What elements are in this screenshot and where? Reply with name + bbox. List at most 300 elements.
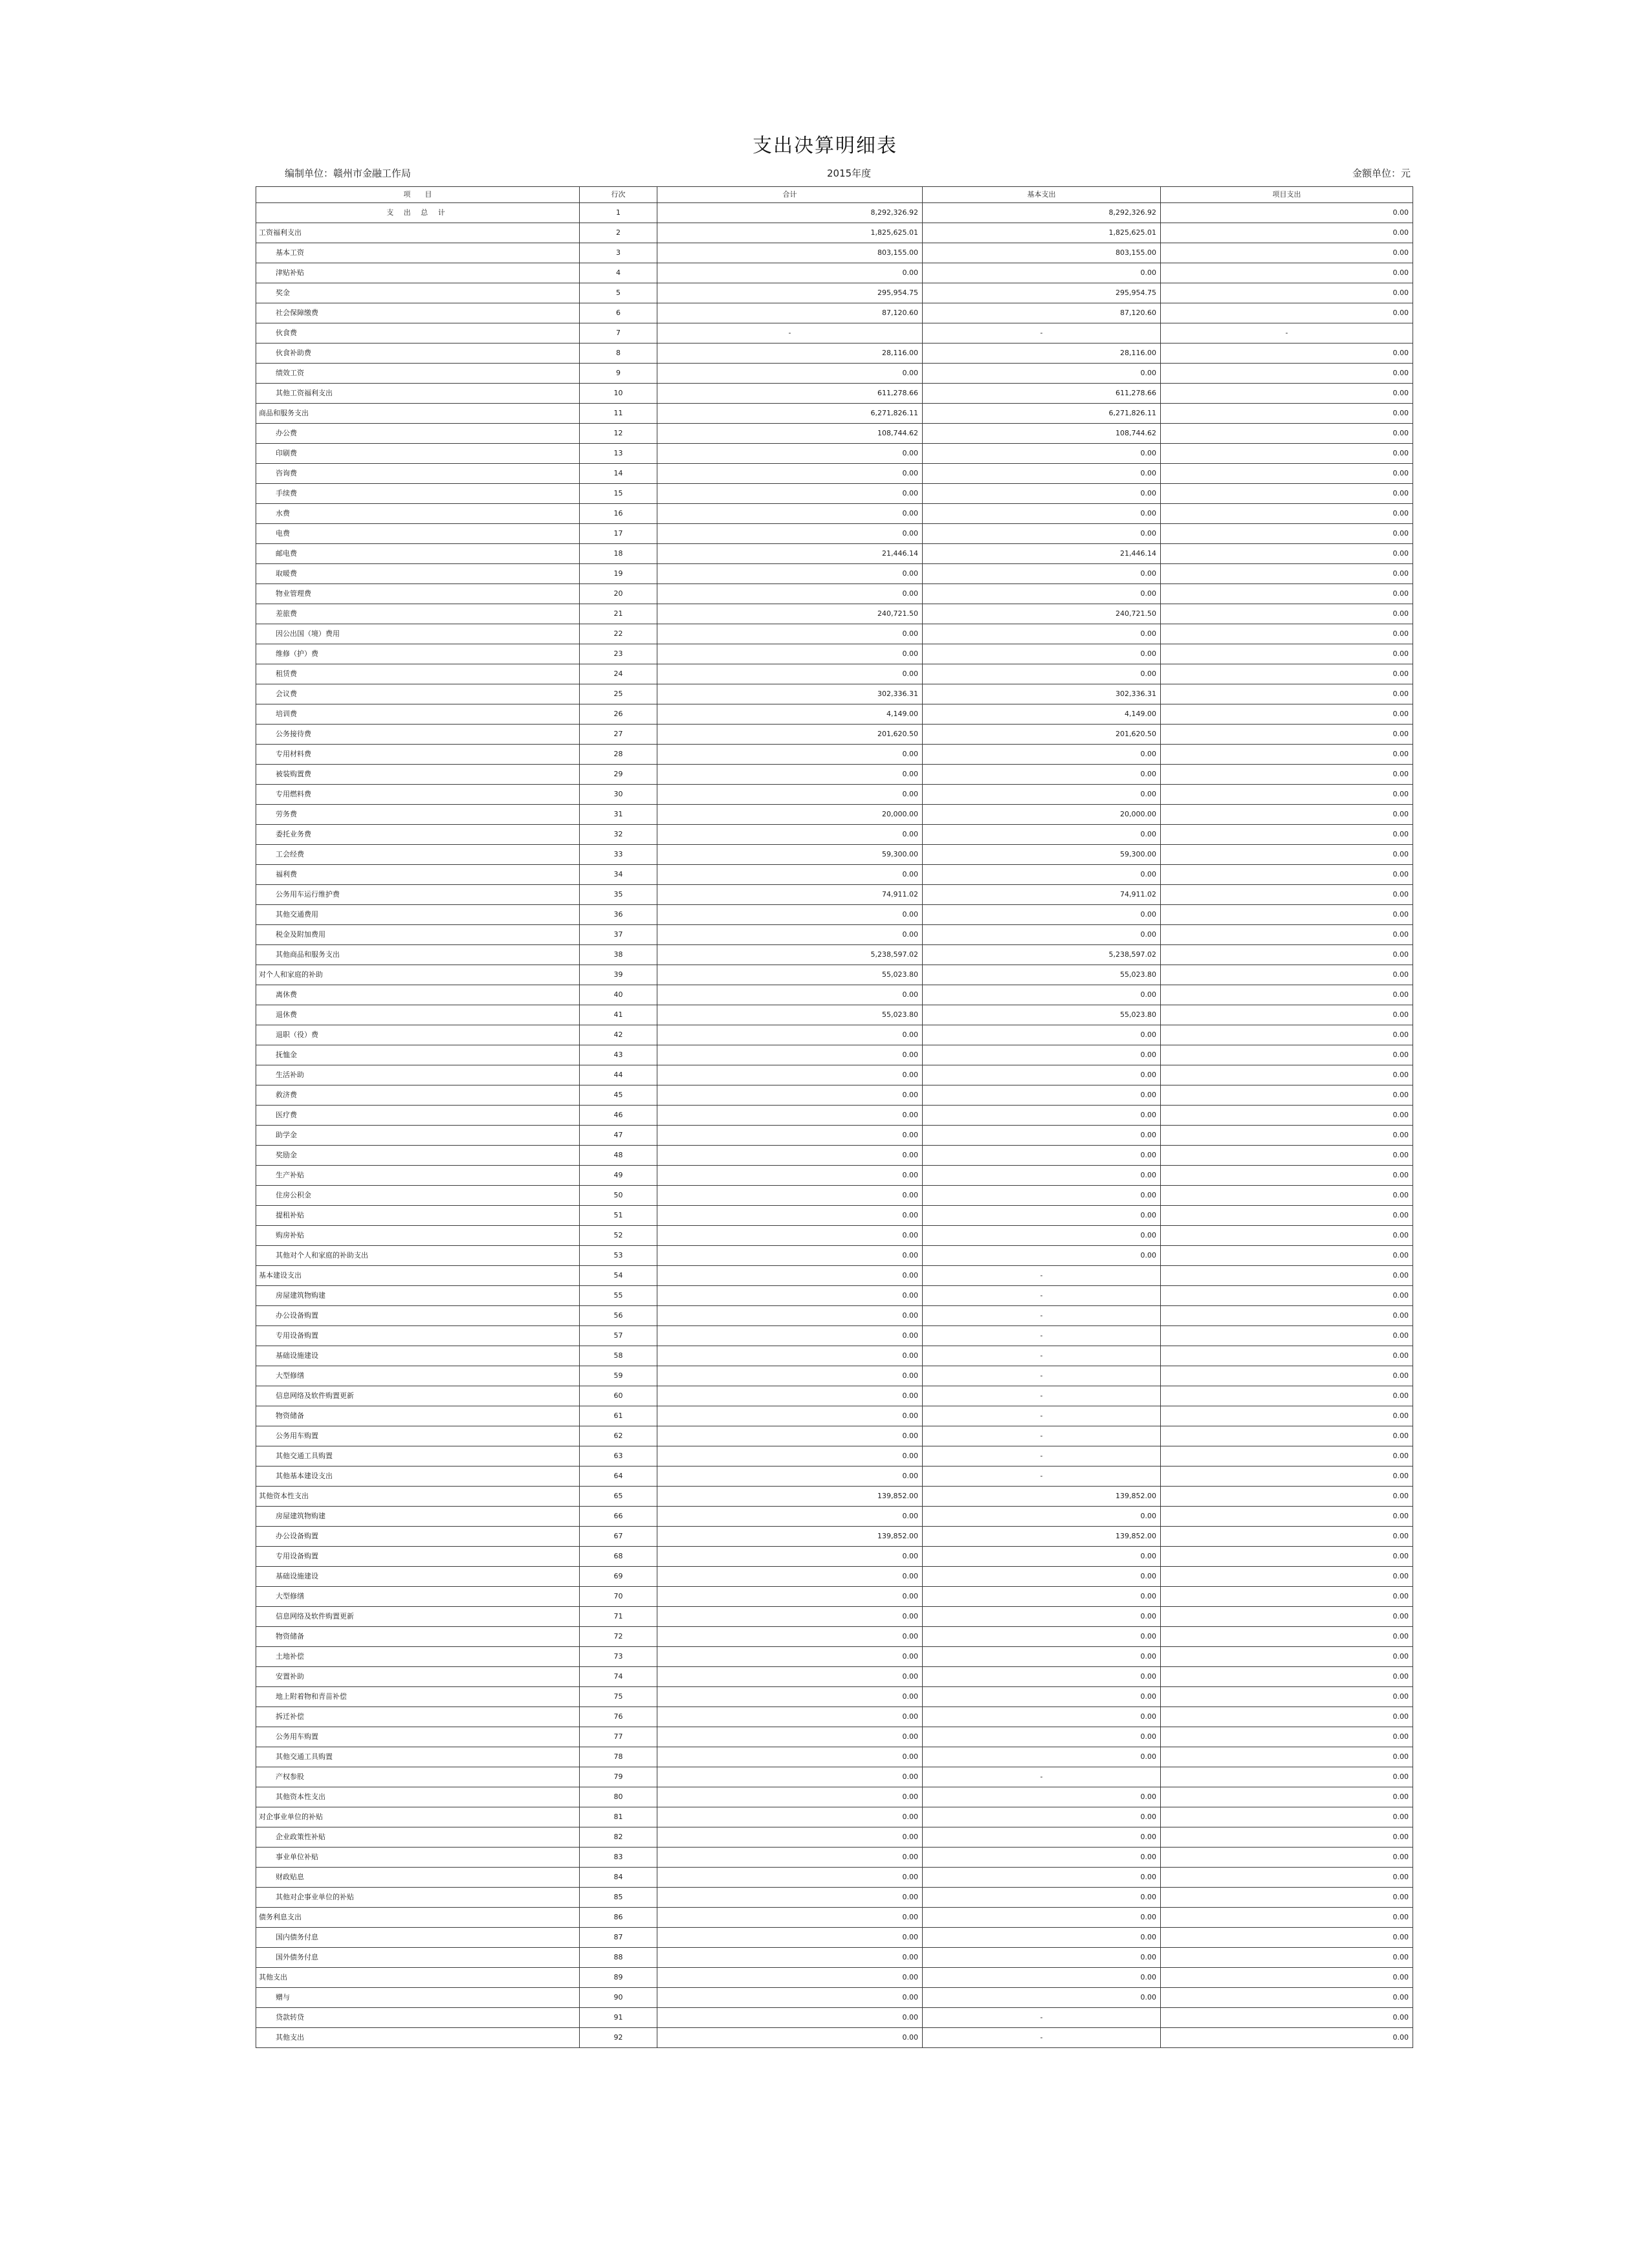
row-line-number: 73: [580, 1647, 657, 1667]
row-total-amount: 0.00: [657, 925, 923, 945]
row-basic-amount: 0.00: [923, 1106, 1161, 1126]
row-basic-amount: 0.00: [923, 1707, 1161, 1727]
table-row: [256, 263, 1413, 283]
row-total-amount: 0.00: [657, 1647, 923, 1667]
row-project-amount: 0.00: [1161, 1487, 1413, 1507]
row-basic-amount: 0.00: [923, 1507, 1161, 1527]
row-basic-amount: 0.00: [923, 985, 1161, 1005]
row-project-amount: 0.00: [1161, 404, 1413, 424]
table-row: [256, 364, 1413, 384]
row-line-number: 27: [580, 725, 657, 745]
table-row: [256, 1146, 1413, 1166]
row-total-amount: 0.00: [657, 1607, 923, 1627]
row-line-number: 40: [580, 985, 657, 1005]
row-item-name: 其他资本性支出: [256, 1487, 580, 1507]
row-basic-amount: 59,300.00: [923, 845, 1161, 865]
row-item-name: 伙食费: [256, 323, 580, 343]
row-basic-amount: 8,292,326.92: [923, 203, 1161, 223]
row-basic-amount: 0.00: [923, 1547, 1161, 1567]
table-row: [256, 243, 1413, 263]
row-project-amount: 0.00: [1161, 664, 1413, 684]
row-total-amount: 0.00: [657, 1186, 923, 1206]
row-basic-amount: 5,238,597.02: [923, 945, 1161, 965]
row-total-amount: 0.00: [657, 1386, 923, 1406]
row-project-amount: 0.00: [1161, 1366, 1413, 1386]
row-total-amount: 0.00: [657, 1346, 923, 1366]
row-project-amount: 0.00: [1161, 1888, 1413, 1908]
row-line-number: 76: [580, 1707, 657, 1727]
row-basic-amount: -: [923, 1446, 1161, 1467]
table-row: [256, 444, 1413, 464]
row-basic-amount: 0.00: [923, 1246, 1161, 1266]
table-row: [256, 1426, 1413, 1446]
row-basic-amount: -: [923, 1306, 1161, 1326]
row-project-amount: 0.00: [1161, 1527, 1413, 1547]
table-row: [256, 644, 1413, 664]
row-basic-amount: 0.00: [923, 765, 1161, 785]
row-line-number: 32: [580, 825, 657, 845]
row-total-amount: 0.00: [657, 1627, 923, 1647]
row-item-name: 对企事业单位的补贴: [256, 1807, 580, 1827]
table-row: [256, 1406, 1413, 1426]
row-project-amount: 0.00: [1161, 1988, 1413, 2008]
row-item-name: 对个人和家庭的补助: [256, 965, 580, 985]
row-total-amount: 0.00: [657, 1767, 923, 1787]
row-basic-amount: 0.00: [923, 745, 1161, 765]
row-item-name: 大型修缮: [256, 1587, 580, 1607]
row-line-number: 28: [580, 745, 657, 765]
row-line-number: 16: [580, 504, 657, 524]
row-total-amount: 295,954.75: [657, 283, 923, 303]
row-basic-amount: 0.00: [923, 1787, 1161, 1807]
row-item-name: 被装购置费: [256, 765, 580, 785]
row-total-amount: 0.00: [657, 1366, 923, 1386]
row-basic-amount: 87,120.60: [923, 303, 1161, 323]
row-project-amount: 0.00: [1161, 544, 1413, 564]
row-project-amount: 0.00: [1161, 985, 1413, 1005]
row-basic-amount: 139,852.00: [923, 1487, 1161, 1507]
row-line-number: 83: [580, 1848, 657, 1868]
row-basic-amount: -: [923, 1386, 1161, 1406]
table-row: [256, 845, 1413, 865]
row-item-name: 房屋建筑物购建: [256, 1286, 580, 1306]
row-item-name: 其他对个人和家庭的补助支出: [256, 1246, 580, 1266]
row-basic-amount: 0.00: [923, 644, 1161, 664]
row-line-number: 1: [580, 203, 657, 223]
row-item-name: 事业单位补贴: [256, 1848, 580, 1868]
row-item-name: 基本工资: [256, 243, 580, 263]
row-project-amount: 0.00: [1161, 945, 1413, 965]
row-total-amount: 0.00: [657, 765, 923, 785]
row-project-amount: 0.00: [1161, 725, 1413, 745]
row-item-name: 水费: [256, 504, 580, 524]
table-row: [256, 2008, 1413, 2028]
row-total-amount: 20,000.00: [657, 805, 923, 825]
row-item-name: 专用燃料费: [256, 785, 580, 805]
row-basic-amount: -: [923, 2028, 1161, 2048]
row-item-name: 安置补助: [256, 1667, 580, 1687]
row-total-amount: 55,023.80: [657, 1005, 923, 1025]
row-item-name: 其他工资福利支出: [256, 384, 580, 404]
row-total-amount: 0.00: [657, 1206, 923, 1226]
row-item-name: 生活补助: [256, 1065, 580, 1085]
table-row: [256, 1727, 1413, 1747]
table-row: [256, 1126, 1413, 1146]
row-item-name: 奖励金: [256, 1146, 580, 1166]
row-project-amount: 0.00: [1161, 684, 1413, 704]
row-item-name: 抚恤金: [256, 1045, 580, 1065]
row-project-amount: 0.00: [1161, 1968, 1413, 1988]
row-item-name: 赠与: [256, 1988, 580, 2008]
table-row: [256, 1286, 1413, 1306]
table-row: [256, 564, 1413, 584]
row-basic-amount: 1,825,625.01: [923, 223, 1161, 243]
row-total-amount: 0.00: [657, 1888, 923, 1908]
row-total-amount: 0.00: [657, 1908, 923, 1928]
row-line-number: 89: [580, 1968, 657, 1988]
row-line-number: 20: [580, 584, 657, 604]
row-basic-amount: 0.00: [923, 1065, 1161, 1085]
row-item-name: 地上附着物和青苗补偿: [256, 1687, 580, 1707]
row-project-amount: 0.00: [1161, 845, 1413, 865]
row-project-amount: 0.00: [1161, 925, 1413, 945]
row-project-amount: 0.00: [1161, 604, 1413, 624]
table-row: [256, 1045, 1413, 1065]
row-total-amount: 240,721.50: [657, 604, 923, 624]
row-project-amount: 0.00: [1161, 524, 1413, 544]
table-row: [256, 1507, 1413, 1527]
row-project-amount: 0.00: [1161, 1747, 1413, 1767]
row-total-amount: 611,278.66: [657, 384, 923, 404]
row-item-name: 其他对企事业单位的补贴: [256, 1888, 580, 1908]
row-total-amount: 0.00: [657, 364, 923, 384]
row-project-amount: 0.00: [1161, 1467, 1413, 1487]
row-item-name: 离休费: [256, 985, 580, 1005]
row-line-number: 31: [580, 805, 657, 825]
row-total-amount: 0.00: [657, 825, 923, 845]
table-row: [256, 1868, 1413, 1888]
row-line-number: 86: [580, 1908, 657, 1928]
row-item-name: 生产补贴: [256, 1166, 580, 1186]
row-total-amount: 0.00: [657, 1948, 923, 1968]
row-total-amount: 0.00: [657, 584, 923, 604]
row-project-amount: 0.00: [1161, 384, 1413, 404]
row-item-name: 信息网络及软件购置更新: [256, 1607, 580, 1627]
row-item-name: 其他交通工具购置: [256, 1747, 580, 1767]
row-line-number: 64: [580, 1467, 657, 1487]
row-project-amount: 0.00: [1161, 1025, 1413, 1045]
row-total-amount: 0.00: [657, 1988, 923, 2008]
row-total-amount: 0.00: [657, 1426, 923, 1446]
row-item-name: 专用设备购置: [256, 1547, 580, 1567]
row-project-amount: 0.00: [1161, 364, 1413, 384]
row-item-name: 办公设备购置: [256, 1527, 580, 1547]
row-line-number: 23: [580, 644, 657, 664]
table-row: [256, 1467, 1413, 1487]
row-line-number: 26: [580, 704, 657, 725]
row-project-amount: 0.00: [1161, 1687, 1413, 1707]
table-row: [256, 885, 1413, 905]
row-line-number: 69: [580, 1567, 657, 1587]
row-line-number: 42: [580, 1025, 657, 1045]
row-project-amount: 0.00: [1161, 865, 1413, 885]
row-line-number: 70: [580, 1587, 657, 1607]
row-item-name: 拆迁补偿: [256, 1707, 580, 1727]
row-project-amount: 0.00: [1161, 1326, 1413, 1346]
row-line-number: 72: [580, 1627, 657, 1647]
table-row: [256, 343, 1413, 364]
row-line-number: 71: [580, 1607, 657, 1627]
row-total-amount: 0.00: [657, 1868, 923, 1888]
table-row: [256, 945, 1413, 965]
row-basic-amount: 0.00: [923, 865, 1161, 885]
row-total-amount: 0.00: [657, 1106, 923, 1126]
row-item-name: 其他支出: [256, 2028, 580, 2048]
row-line-number: 8: [580, 343, 657, 364]
row-project-amount: 0.00: [1161, 1727, 1413, 1747]
row-project-amount: 0.00: [1161, 885, 1413, 905]
table-row: [256, 584, 1413, 604]
row-item-name: 信息网络及软件购置更新: [256, 1386, 580, 1406]
row-total-amount: 0.00: [657, 2008, 923, 2028]
row-project-amount: 0.00: [1161, 704, 1413, 725]
row-project-amount: 0.00: [1161, 1807, 1413, 1827]
row-total-amount: 0.00: [657, 664, 923, 684]
table-row: [256, 1025, 1413, 1045]
row-basic-amount: 0.00: [923, 1627, 1161, 1647]
row-item-name: 手续费: [256, 484, 580, 504]
row-line-number: 80: [580, 1787, 657, 1807]
row-line-number: 91: [580, 2008, 657, 2028]
row-project-amount: 0.00: [1161, 1065, 1413, 1085]
row-total-amount: 5,238,597.02: [657, 945, 923, 965]
row-item-name: 救济费: [256, 1085, 580, 1106]
row-project-amount: 0.00: [1161, 624, 1413, 644]
row-project-amount: 0.00: [1161, 1406, 1413, 1426]
header-project: 项目支出: [1161, 187, 1413, 203]
row-project-amount: 0.00: [1161, 584, 1413, 604]
header-basic: 基本支出: [923, 187, 1161, 203]
row-basic-amount: -: [923, 1266, 1161, 1286]
row-total-amount: 0.00: [657, 1567, 923, 1587]
table-row: [256, 524, 1413, 544]
table-row: [256, 825, 1413, 845]
table-row: [256, 1587, 1413, 1607]
table-header-row: [256, 187, 1413, 203]
row-line-number: 5: [580, 283, 657, 303]
table-row: [256, 785, 1413, 805]
row-project-amount: 0.00: [1161, 1166, 1413, 1186]
row-basic-amount: 6,271,826.11: [923, 404, 1161, 424]
table-row: [256, 624, 1413, 644]
row-line-number: 12: [580, 424, 657, 444]
row-item-name: 国外债务付息: [256, 1948, 580, 1968]
row-line-number: 63: [580, 1446, 657, 1467]
row-project-amount: 0.00: [1161, 1045, 1413, 1065]
row-line-number: 50: [580, 1186, 657, 1206]
row-basic-amount: 21,446.14: [923, 544, 1161, 564]
row-line-number: 43: [580, 1045, 657, 1065]
row-line-number: 35: [580, 885, 657, 905]
row-total-amount: 87,120.60: [657, 303, 923, 323]
row-item-name: 房屋建筑物购建: [256, 1507, 580, 1527]
row-line-number: 39: [580, 965, 657, 985]
row-basic-amount: 0.00: [923, 1607, 1161, 1627]
row-project-amount: 0.00: [1161, 745, 1413, 765]
row-item-name: 其他商品和服务支出: [256, 945, 580, 965]
row-item-name: 税金及附加费用: [256, 925, 580, 945]
row-project-amount: 0.00: [1161, 2028, 1413, 2048]
table-row: [256, 1085, 1413, 1106]
row-total-amount: 0.00: [657, 1707, 923, 1727]
row-line-number: 21: [580, 604, 657, 624]
row-basic-amount: 0.00: [923, 664, 1161, 684]
row-project-amount: 0.00: [1161, 1587, 1413, 1607]
row-item-name: 购房补贴: [256, 1226, 580, 1246]
row-total-amount: 74,911.02: [657, 885, 923, 905]
row-line-number: 2: [580, 223, 657, 243]
row-basic-amount: 0.00: [923, 364, 1161, 384]
row-total-amount: 0.00: [657, 464, 923, 484]
row-item-name: 物资储备: [256, 1406, 580, 1426]
table-row: [256, 1687, 1413, 1707]
table-row: [256, 865, 1413, 885]
row-basic-amount: 0.00: [923, 584, 1161, 604]
row-basic-amount: 0.00: [923, 624, 1161, 644]
row-item-name: 债务利息支出: [256, 1908, 580, 1928]
row-project-amount: 0.00: [1161, 1707, 1413, 1727]
row-line-number: 66: [580, 1507, 657, 1527]
row-basic-amount: -: [923, 1767, 1161, 1787]
table-row: [256, 2028, 1413, 2048]
row-item-name: 物业管理费: [256, 584, 580, 604]
row-project-amount: 0.00: [1161, 1146, 1413, 1166]
row-item-name: 基础设施建设: [256, 1346, 580, 1366]
row-project-amount: 0.00: [1161, 1627, 1413, 1647]
table-row: [256, 1306, 1413, 1326]
table-row: [256, 1186, 1413, 1206]
row-basic-amount: 0.00: [923, 1968, 1161, 1988]
table-row: [256, 504, 1413, 524]
row-project-amount: 0.00: [1161, 2008, 1413, 2028]
table-row: [256, 1827, 1413, 1848]
row-basic-amount: 0.00: [923, 444, 1161, 464]
table-row: [256, 303, 1413, 323]
row-basic-amount: 0.00: [923, 925, 1161, 945]
table-row: [256, 1807, 1413, 1827]
row-total-amount: 0.00: [657, 905, 923, 925]
row-line-number: 54: [580, 1266, 657, 1286]
table-row: [256, 1707, 1413, 1727]
header-total: 合计: [657, 187, 923, 203]
page-title: 支出决算明细表: [753, 135, 897, 157]
row-total-amount: 0.00: [657, 1166, 923, 1186]
row-item-name: 贷款转贷: [256, 2008, 580, 2028]
row-project-amount: 0.00: [1161, 203, 1413, 223]
row-item-name: 因公出国（境）费用: [256, 624, 580, 644]
row-total-amount: 0.00: [657, 1807, 923, 1827]
row-line-number: 75: [580, 1687, 657, 1707]
row-total-amount: 0.00: [657, 1326, 923, 1346]
row-total-amount: 0.00: [657, 1687, 923, 1707]
row-line-number: 68: [580, 1547, 657, 1567]
row-basic-amount: 0.00: [923, 1146, 1161, 1166]
row-item-name: 提租补贴: [256, 1206, 580, 1226]
row-project-amount: 0.00: [1161, 1928, 1413, 1948]
table-row: [256, 1326, 1413, 1346]
row-total-amount: 0.00: [657, 1467, 923, 1487]
row-project-amount: 0.00: [1161, 1286, 1413, 1306]
row-line-number: 90: [580, 1988, 657, 2008]
row-item-name: 其他交通费用: [256, 905, 580, 925]
row-total-amount: 0.00: [657, 1246, 923, 1266]
row-line-number: 9: [580, 364, 657, 384]
row-project-amount: 0.00: [1161, 1106, 1413, 1126]
table-row: [256, 424, 1413, 444]
row-total-amount: 1,825,625.01: [657, 223, 923, 243]
row-basic-amount: 0.00: [923, 1166, 1161, 1186]
row-line-number: 38: [580, 945, 657, 965]
row-project-amount: 0.00: [1161, 1647, 1413, 1667]
table-row: [256, 1547, 1413, 1567]
row-line-number: 41: [580, 1005, 657, 1025]
row-total-amount: 0.00: [657, 444, 923, 464]
row-total-amount: 803,155.00: [657, 243, 923, 263]
row-total-amount: 0.00: [657, 1667, 923, 1687]
row-line-number: 58: [580, 1346, 657, 1366]
row-line-number: 44: [580, 1065, 657, 1085]
row-project-amount: 0.00: [1161, 1667, 1413, 1687]
row-line-number: 18: [580, 544, 657, 564]
row-item-name: 邮电费: [256, 544, 580, 564]
currency-unit: 金额单位：元: [1352, 168, 1411, 179]
row-basic-amount: 74,911.02: [923, 885, 1161, 905]
row-line-number: 92: [580, 2028, 657, 2048]
row-basic-amount: -: [923, 1286, 1161, 1306]
table-row: [256, 1487, 1413, 1507]
table-row: [256, 1928, 1413, 1948]
table-row: [256, 1988, 1413, 2008]
row-basic-amount: 0.00: [923, 785, 1161, 805]
row-basic-amount: 201,620.50: [923, 725, 1161, 745]
row-total-amount: 0.00: [657, 644, 923, 664]
row-total-amount: 0.00: [657, 1747, 923, 1767]
row-line-number: 10: [580, 384, 657, 404]
table-row: [256, 283, 1413, 303]
row-item-name: 租赁费: [256, 664, 580, 684]
row-project-amount: 0.00: [1161, 1948, 1413, 1968]
row-project-amount: 0.00: [1161, 1386, 1413, 1406]
row-line-number: 81: [580, 1807, 657, 1827]
table-row: [256, 905, 1413, 925]
row-item-name: 伙食补助费: [256, 343, 580, 364]
row-total-amount: 0.00: [657, 1547, 923, 1567]
row-project-amount: 0.00: [1161, 765, 1413, 785]
table-row: [256, 1767, 1413, 1787]
row-project-amount: 0.00: [1161, 504, 1413, 524]
row-line-number: 65: [580, 1487, 657, 1507]
table-row: [256, 1908, 1413, 1928]
row-item-name: 专用设备购置: [256, 1326, 580, 1346]
row-basic-amount: 0.00: [923, 1647, 1161, 1667]
table-row: [256, 1366, 1413, 1386]
row-total-amount: 0.00: [657, 1286, 923, 1306]
row-line-number: 49: [580, 1166, 657, 1186]
row-project-amount: 0.00: [1161, 1446, 1413, 1467]
row-item-name: 会议费: [256, 684, 580, 704]
row-basic-amount: 0.00: [923, 484, 1161, 504]
row-total-amount: 0.00: [657, 1827, 923, 1848]
